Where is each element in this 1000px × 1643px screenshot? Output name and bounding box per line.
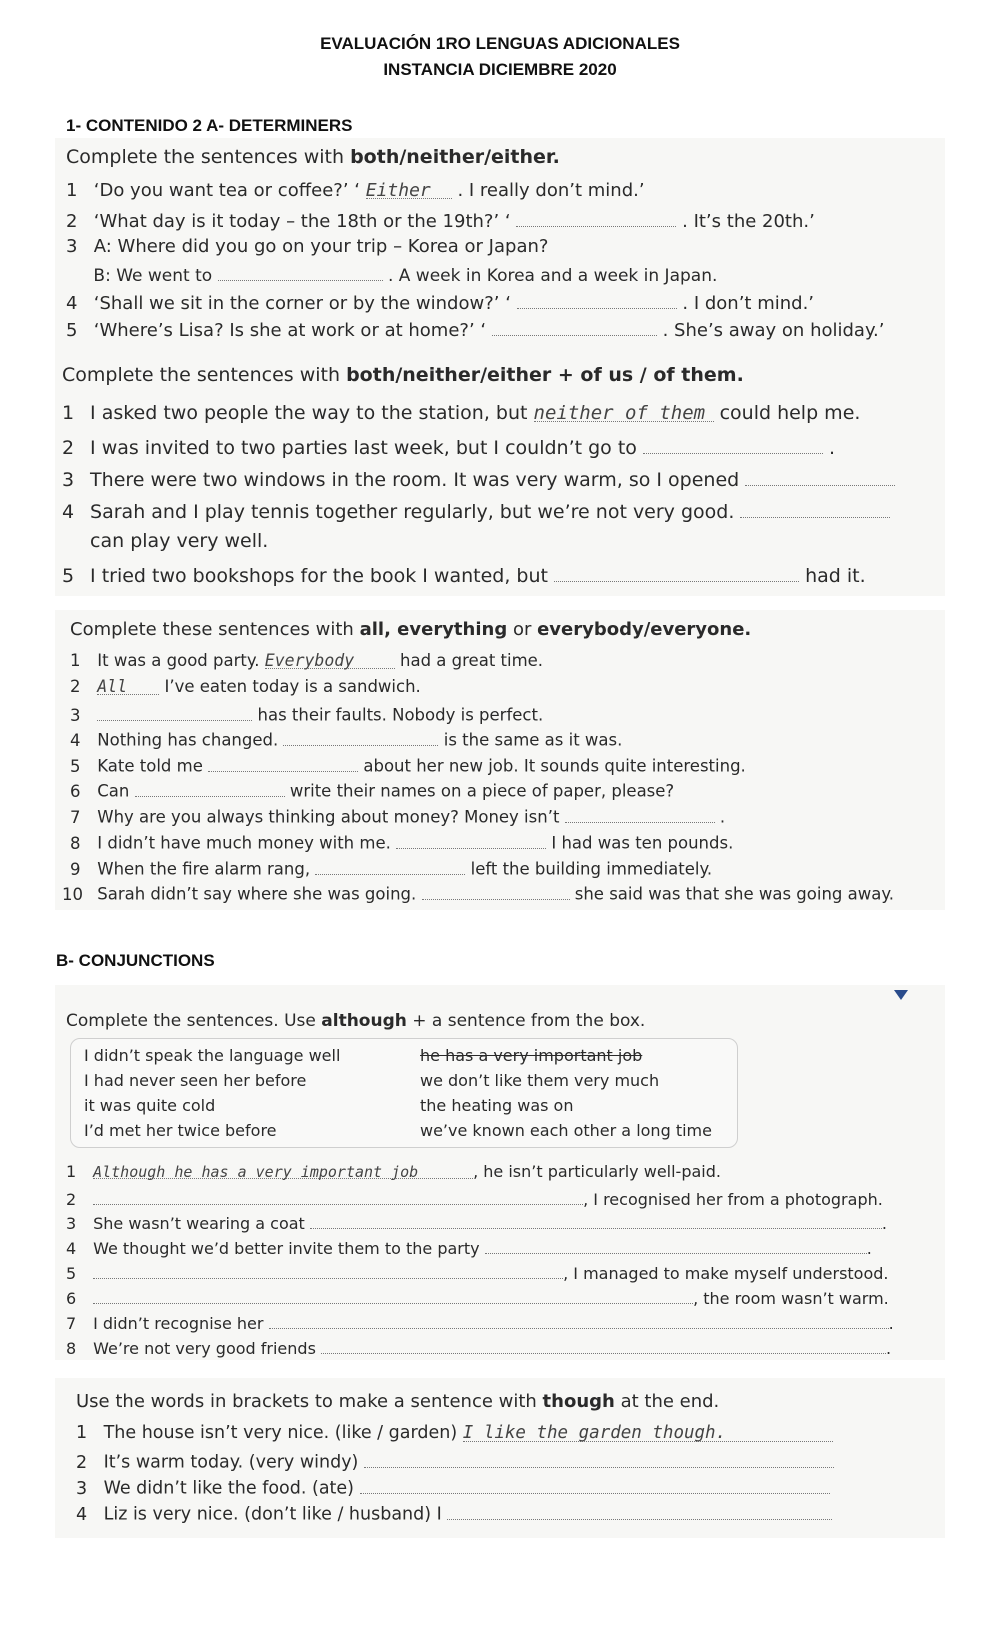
answer-field[interactable] [93, 1262, 563, 1279]
answer-field[interactable] [516, 208, 676, 227]
ex5-item-2: 2 It’s warm today. (very windy) [76, 1449, 834, 1473]
ex5-item-1: 1 The house isn’t very nice. (like / garden) I like the garden though. [76, 1423, 833, 1443]
document-title: EVALUACIÓN 1RO LENGUAS ADICIONALES [320, 34, 680, 53]
ex3-item-1: 1 It was a good party. Everybody had a great time. [70, 651, 544, 670]
ex2-item-4a: 4 Sarah and I play tennis together regularly, but we’re not very good. [62, 498, 890, 523]
answer-field[interactable] [565, 805, 715, 823]
answer-field[interactable] [396, 831, 546, 849]
handwritten-answer: Although he has a very important job [93, 1163, 419, 1181]
answer-field[interactable] [93, 1287, 693, 1304]
answer-field[interactable] [360, 1475, 830, 1494]
ex4-item-7: 7 I didn’t recognise her . [66, 1314, 894, 1333]
ex3-item-8: 8 I didn’t have much money with me. I had was ten pounds. [70, 831, 733, 853]
answer-field[interactable] [93, 1188, 583, 1205]
box-left-1: I didn’t speak the language well [84, 1046, 341, 1065]
ex3-item-4: 4 Nothing has changed. is the same as it was. [70, 728, 622, 750]
ex1-item-5: 5 ‘Where’s Lisa? Is she at work or at home?’ ‘ . She’s away on holiday.’ [66, 317, 884, 341]
ex4-item-5: 5 , I managed to make myself understood. [66, 1264, 889, 1283]
ex4-item-3: 3 She wasn’t wearing a coat . [66, 1214, 888, 1233]
answer-field[interactable] [740, 498, 890, 518]
ex4-item-6: 6 , the room wasn’t warm. [66, 1289, 889, 1308]
ex1-item-2: 2 ‘What day is it today – the 18th or the 19th?’ ‘ . It’s the 20th.’ [66, 208, 815, 232]
ex4-item-8: 8 We’re not very good friends . [66, 1339, 892, 1358]
handwritten-answer: Either [365, 180, 431, 201]
exercise-3-instruction: Complete these sentences with all, everything or everybody/everyone. [70, 619, 752, 640]
exercise-4-instruction: Complete the sentences. Use although + a sentence from the box. [66, 1011, 646, 1031]
ex2-item-2: 2 I was invited to two parties last week, but I couldn’t go to . [62, 434, 835, 459]
ex4-item-4: 4 We thought we’d better invite them to the party . [66, 1239, 872, 1258]
handwritten-answer: Everybody [264, 651, 355, 670]
document-subtitle: INSTANCIA DICIEMBRE 2020 [383, 60, 617, 79]
ex1-item-3b: B: We went to . A week in Korea and a week in Japan. [66, 263, 717, 286]
exercise-1-instruction: Complete the sentences with both/neither/either. [66, 146, 560, 168]
ex2-item-4b: can play very well. [90, 530, 269, 552]
answer-field[interactable] [135, 779, 285, 797]
ex3-item-5: 5 Kate told me about her new job. It sounds quite interesting. [70, 754, 746, 776]
exercise-2-instruction: Complete the sentences with both/neither/either + of us / of them. [62, 364, 744, 386]
answer-field[interactable] [534, 402, 714, 422]
answer-field[interactable] [283, 728, 438, 746]
answer-field[interactable] [463, 1423, 833, 1442]
answer-field[interactable] [310, 1212, 882, 1229]
answer-field[interactable] [97, 703, 252, 721]
answer-field[interactable] [315, 857, 465, 875]
ex2-item-1: 1 I asked two people the way to the station, but neither of them could help me. [62, 402, 861, 424]
answer-field[interactable] [422, 882, 570, 900]
ex4-item-2: 2 , I recognised her from a photograph. [66, 1190, 883, 1209]
answer-field[interactable] [447, 1501, 832, 1520]
answer-field[interactable] [485, 1237, 867, 1254]
answer-field[interactable] [208, 754, 358, 772]
answer-field[interactable] [269, 1312, 889, 1329]
ex3-item-10: 10 Sarah didn’t say where she was going. she said was that she was going away. [62, 882, 894, 904]
section-b-heading: B- CONJUNCTIONS [56, 951, 215, 970]
box-right-4: we’ve known each other a long time [420, 1121, 712, 1140]
answer-field[interactable] [321, 1337, 886, 1354]
answer-field[interactable] [745, 466, 895, 486]
ex1-item-4: 4 ‘Shall we sit in the corner or by the window?’ ‘ . I don’t mind.’ [66, 290, 814, 314]
answer-field[interactable] [265, 651, 395, 669]
box-right-3: the heating was on [420, 1096, 574, 1115]
answer-field[interactable] [93, 1162, 473, 1179]
exercise-5-instruction: Use the words in brackets to make a sentence with though at the end. [76, 1391, 720, 1412]
handwritten-answer: All [97, 677, 128, 696]
answer-field[interactable] [364, 1449, 834, 1468]
ex1-item-1: 1 ‘Do you want tea or coffee?’ ‘ Either . I really don’t mind.’ [66, 180, 645, 201]
ex5-item-4: 4 Liz is very nice. (don’t like / husband) I [76, 1501, 832, 1525]
answer-field[interactable] [97, 677, 159, 695]
answer-field[interactable] [366, 180, 452, 199]
section-a-heading: 1- CONTENIDO 2 A- DETERMINERS [66, 116, 353, 135]
ex3-item-9: 9 When the fire alarm rang, left the building immediately. [70, 857, 712, 879]
box-right-2: we don’t like them very much [420, 1071, 660, 1090]
ex3-item-7: 7 Why are you always thinking about money? Money isn’t . [70, 805, 725, 827]
handwritten-answer: I like the garden though. [462, 1423, 727, 1443]
handwritten-answer: neither of them [533, 402, 706, 424]
box-left-3: it was quite cold [84, 1096, 216, 1115]
ex5-item-3: 3 We didn’t like the food. (ate) [76, 1475, 830, 1499]
ex2-item-3: 3 There were two windows in the room. It was very warm, so I opened [62, 466, 895, 491]
answer-field[interactable] [554, 562, 799, 582]
box-left-2: I had never seen her before [84, 1071, 307, 1090]
answer-field[interactable] [218, 263, 383, 281]
ex4-item-1: 1 Although he has a very important job , he isn’t particularly well-paid. [66, 1162, 721, 1181]
answer-field[interactable] [492, 317, 657, 336]
ex3-item-6: 6 Can write their names on a piece of paper, please? [70, 779, 674, 801]
ex3-item-3: 3 has their faults. Nobody is perfect. [70, 703, 543, 725]
answer-field[interactable] [517, 290, 677, 309]
box-right-1-crossed: he has a very important job [420, 1046, 643, 1065]
ex3-item-2: 2 All I’ve eaten today is a sandwich. [70, 677, 421, 696]
ex1-item-3a: 3 A: Where did you go on your trip – Korea or Japan? [66, 236, 549, 257]
ex2-item-5: 5 I tried two bookshops for the book I wanted, but had it. [62, 562, 866, 587]
corner-marker-icon [894, 990, 908, 1000]
box-left-4: I’d met her twice before [84, 1121, 277, 1140]
answer-field[interactable] [643, 434, 823, 454]
